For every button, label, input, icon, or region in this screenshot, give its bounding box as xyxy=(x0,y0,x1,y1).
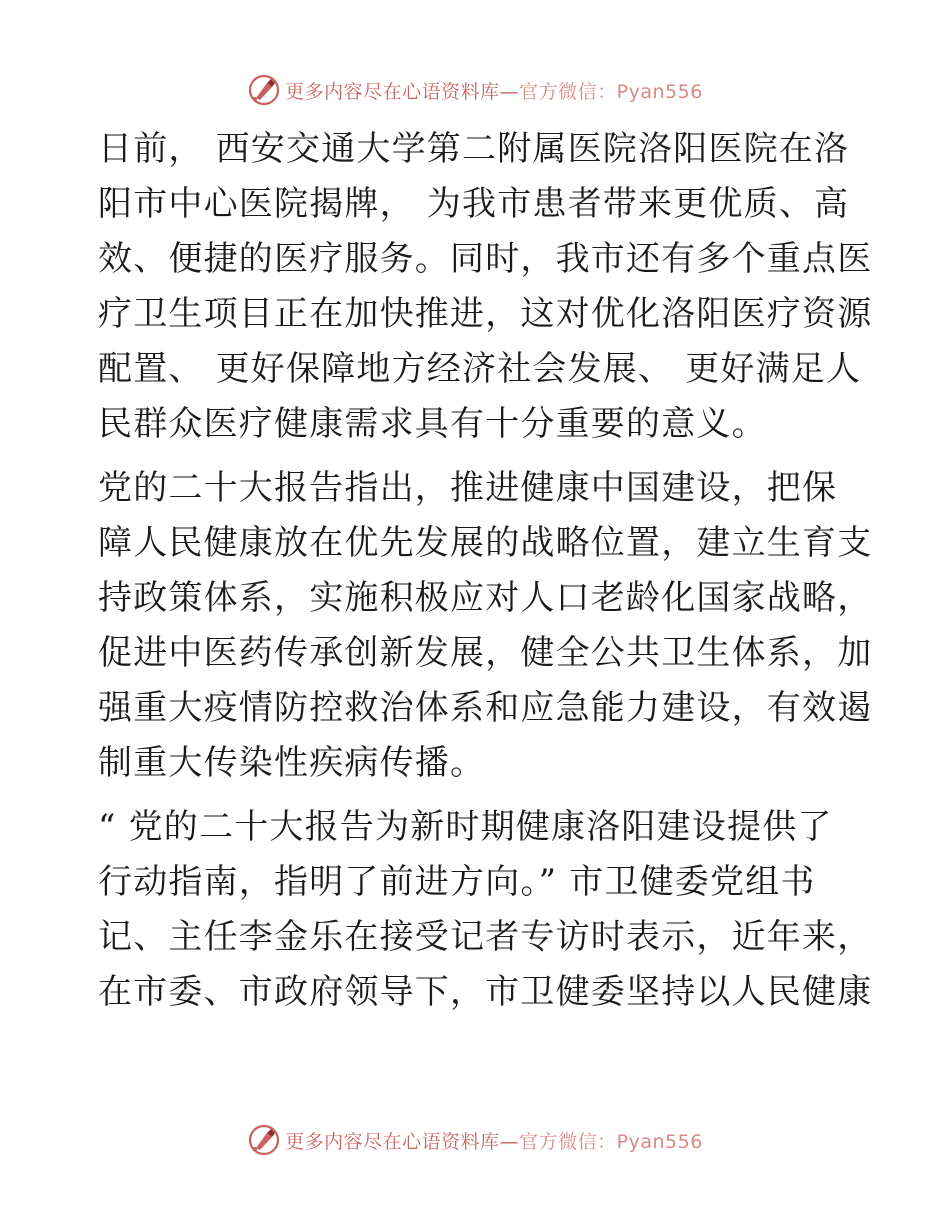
watermark-main: 更多内容尽在心语资料库 xyxy=(285,80,500,103)
watermark-separator: — xyxy=(499,1130,520,1153)
pen-nib-icon xyxy=(247,1123,281,1157)
footer-watermark xyxy=(0,1120,950,1160)
text-line: 疗卫生项目正在加快推进，这对优化洛阳医疗资源 xyxy=(98,294,873,334)
text-line: 民群众医疗健康需求具有十分重要的意义。 xyxy=(98,404,767,444)
watermark-main: 更多内容尽在心语资料库 xyxy=(285,1130,500,1153)
text-line: 障人民健康放在优先发展的战略位置，建立生育支 xyxy=(98,523,873,563)
pen-nib-icon xyxy=(247,73,281,107)
text-line: 制重大传染性疾病传播。 xyxy=(98,743,486,783)
watermark-wechat: 官方微信：Pyan556 xyxy=(519,1130,703,1153)
paragraph-3 xyxy=(98,804,873,1015)
text-line: 效、便捷的医疗服务。同时，我市还有多个重点医 xyxy=(98,239,873,279)
text-line: 党的二十大报告指出，推进健康中国建设，把保 xyxy=(98,468,838,508)
text-line: 持政策体系，实施积极应对人口老龄化国家战略， xyxy=(98,578,873,618)
text-line: 强重大疫情防控救治体系和应急能力建设，有效遏 xyxy=(98,688,873,728)
text-line: 记、主任李金乐在接受记者专访时表示，近年来， xyxy=(98,917,873,957)
paragraph-2 xyxy=(98,465,873,786)
text-line: “ 党的二十大报告为新时期健康洛阳建设提供了 xyxy=(98,807,833,847)
article-body xyxy=(98,126,873,1024)
watermark-separator: — xyxy=(499,80,520,103)
text-line: 行动指南，指明了前进方向。” 市卫健委党组书 xyxy=(98,862,816,902)
text-line: 配置、 更好保障地方经济社会发展、 更好满足人 xyxy=(98,349,862,389)
text-line: 日前， 西安交通大学第二附属医院洛阳医院在洛 xyxy=(98,129,850,169)
paragraph-1 xyxy=(98,126,873,447)
text-line: 阳市中心医院揭牌， 为我市患者带来更优质、高 xyxy=(98,184,850,224)
header-watermark xyxy=(0,70,950,110)
text-line: 促进中医药传承创新发展，健全公共卫生体系，加 xyxy=(98,633,873,673)
text-line: 在市委、市政府领导下，市卫健委坚持以人民健康 xyxy=(98,972,873,1012)
watermark-wechat: 官方微信：Pyan556 xyxy=(519,80,703,103)
watermark-text xyxy=(285,77,703,104)
watermark-text xyxy=(285,1127,703,1154)
